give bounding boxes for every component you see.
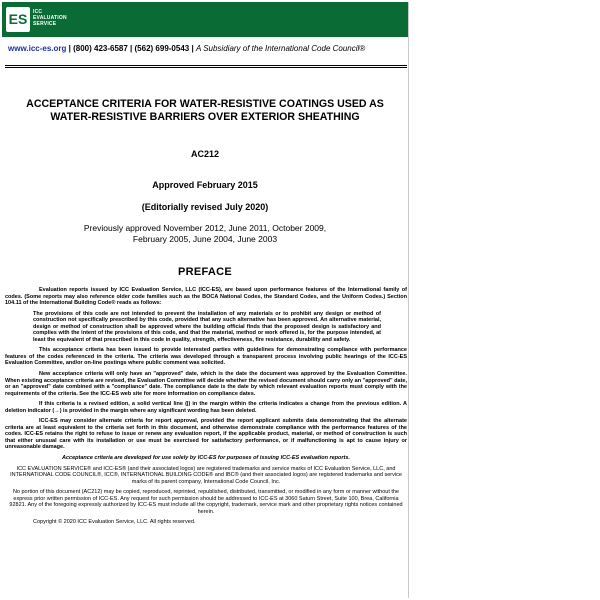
phone-secondary: (562) 699-0543 [134,44,190,53]
document-title: ACCEPTANCE CRITERIA FOR WATER-RESISTIVE COATINGS USED AS WATER-RESISTIVE BARRIERS OVER EXTERIOR SHEATHING [26,98,384,123]
subsidiary-note: A Subsidiary of the International Code Council® [195,44,366,53]
usage-note: Acceptance criteria are developed for use solely by ICC-ES for purposes of issuing ICC-ES evaluation reports. [62,455,350,462]
contact-line: www.icc-es.org | (800) 423-6587 | (562) 699-0543 | A Subsidiary of the International Code Council® [8,44,366,53]
preface-paragraph: If this criteria is a revised edition, a solid vertical line (|) in the margin within the criteria indicates a change from the previous edition. A deletion indicator (→) is provided in the margin where any significant wording has been deleted. [5,401,407,414]
divider [5,65,407,66]
phone-primary: (800) 423-6587 [73,44,128,53]
preface-paragraph: New acceptance criteria will only have an "approved" date, which is the date the document was approved by the Evaluation Committee. When existing acceptance criteria are revised, the Evaluation Committee will decide whether the revised document should carry only an "approved" date, or an "approved" date combined with a "compliance" date. The compliance date is the date by which relevant evaluation reports must comply with the requirements of the criteria. See the ICC-ES web site for more information on compliance dates. [5,371,407,397]
header-banner [2,2,408,37]
website-link[interactable]: www.icc-es.org [8,44,67,53]
previous-approvals: Previously approved November 2012, June 2011, October 2009, February 2005, June 2004, June 2003 [83,223,327,244]
preface-paragraph: Evaluation reports issued by ICC Evaluation Service, LLC (ICC-ES), are based upon performance features of the International family of codes. (Some reports may also reference older code families such as the BOCA National Codes, the Standard Codes, and the Uniform Codes.) Section 104.11 of the International Building Code® reads as follows: [5,287,407,307]
trademark-notice: ICC EVALUATION SERVICE® and ICC-ES® (and their associated logos) are registered trademarks and service marks of ICC Evaluation Service, LLC, and INTERNATIONAL CODE COUNCIL®, ICC®, INTERNATIONAL BUILDING CODE® and IBC® (and their associated logos) are registered trademarks and service marks of its parent company, International Code Council, Inc. [10,465,402,485]
revised-date: (Editorially revised July 2020) [141,202,269,212]
icc-es-logo: ES [6,7,30,32]
copyright-notice: Copyright © 2020 ICC Evaluation Service, LLC. All rights reserved. [33,519,196,526]
document-page [2,2,409,598]
divider [5,67,407,68]
preface-paragraph: ICC-ES may consider alternate criteria for report approval, provided the report applicant submits data demonstrating that the alternate criteria are at least equivalent to the criteria set forth in this document, and otherwise demonstrate compliance with the performance features of the codes. ICC-ES retains the right to refuse to issue or renew any evaluation report, if the applicable product, material, or method of construction is such that either unusual care with its installation or use must be exercised for satisfactory performance, or if malfunctioning is apt to cause injury or unreasonable damage. [5,418,407,451]
code-quote: The provisions of this code are not intended to prevent the installation of any materials or to prohibit any design or method of construction not specifically prescribed by this code, provided that any such alternative has been approved. An alternative material, design or method of construction shall be approved where the building official finds that the proposed design is satisfactory and complies with the intent of the provisions of this code, and that the material, method or work offered is, for the purpose intended, at least the equivalent of that prescribed in this code in quality, strength, effectiveness, fire resistance, durability and safety. [33,310,381,343]
document-code: AC212 [190,149,219,159]
preface-heading: PREFACE [177,266,233,278]
org-name: ICC EVALUATION SERVICE [33,9,67,27]
preface-paragraph: This acceptance criteria has been issued to provide interested parties with guidelines for demonstrating compliance with performance features of the codes referenced in the criteria. The criteria was developed through a transparent process involving public hearings of the ICC-ES Evaluation Committee, and/or on-line postings where public comment was solicited. [5,347,407,367]
preface-body [5,287,407,530]
reproduction-notice: No portion of this document (AC212) may be copied, reproduced, reprinted, republished, distributed, transmitted, or modified in any form or manner without the express prior written permission of ICC-ES. Any request for such permission should be addressed to ICC-ES at 3060 Saturn Street, Suite 100, Brea, California 92821. Any of the foregoing expressly authorized by ICC-ES must include all the copyright, trademark, service mark and other proprietary rights notices contained herein. [9,489,403,515]
approved-date: Approved February 2015 [152,180,258,190]
